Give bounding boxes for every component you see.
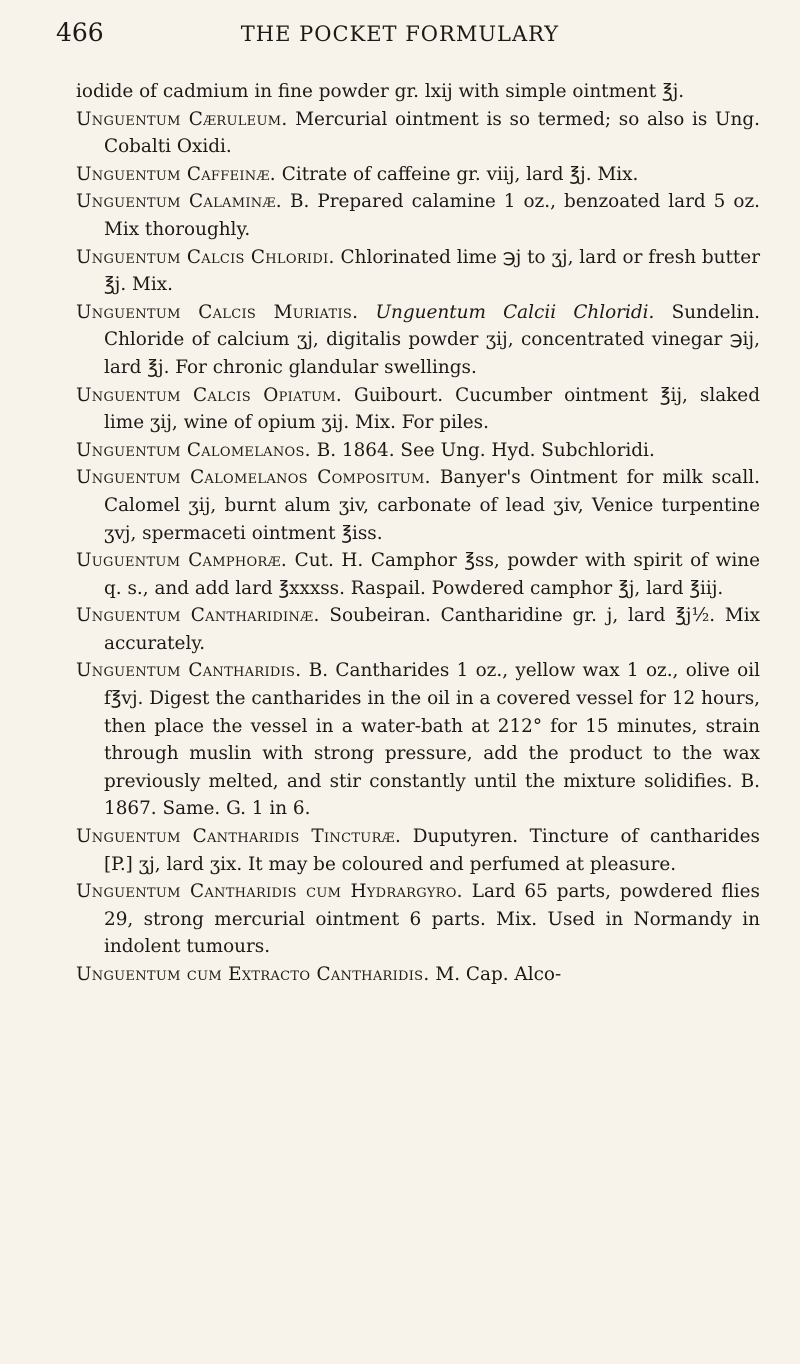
entry-heading: Uuguentum Camphoræ. — [76, 550, 288, 572]
entry-text: Cut. H. Camphor ℥ss, powder with spirit of wine q. s., and add lard ℥xxxss. Raspail. Powdered camphor ℥j, lard ℥iij. — [104, 550, 760, 599]
entry — [76, 244, 760, 299]
entry-heading: Unguentum Cantharidinæ. — [76, 605, 320, 627]
entry-text: Sundelin. Chloride of calcium ʒj, digitalis powder ʒij, concentrated vinegar ℈ij, lard ℥j. For chronic glandular swellings. — [104, 301, 760, 378]
entry-heading: Unguentum cum Extracto Cantharidis. — [76, 964, 430, 985]
entry-text: Duputyren. Tincture of cantharides [P.] ʒj, lard ʒix. It may be coloured and perfumed at pleasure. — [104, 826, 760, 875]
entry-heading: Unguentum Cantharidis Tincturæ. — [76, 826, 402, 848]
entry-heading: Unguentum Cantharidis cum Hydrargyro. — [76, 881, 463, 903]
entry-text: Chlorinated lime ℈j to ʒj, lard or fresh butter ℥j. Mix. — [104, 246, 760, 296]
entry — [76, 878, 760, 961]
entry-heading: Unguentum Calomelanos. — [76, 439, 311, 461]
entry — [76, 547, 760, 602]
entry-text: Citrate of caffeine gr. viij, lard ℥j. Mix. — [281, 163, 639, 185]
entry-heading: Unguentum Calomelanos Compositum. — [76, 467, 431, 489]
entry-heading: Unguentum Cantharidis. — [76, 660, 302, 682]
page-body — [76, 78, 760, 989]
entry-text: B. Prepared calamine 1 oz., benzoated lard 5 oz. Mix thoroughly. — [104, 191, 760, 240]
entry — [76, 161, 760, 189]
entry — [76, 437, 760, 465]
running-head: THE POCKET FORMULARY — [240, 22, 560, 46]
entry — [76, 382, 760, 437]
entry-heading: Unguentum Calcis Chloridi. — [76, 246, 335, 268]
entry-text: Soubeiran. Cantharidine gr. j, lard ℥j½. Mix accurately. — [104, 605, 760, 654]
entry-text: Lard 65 parts, powdered flies 29, strong mercurial ointment 6 parts. Mix. Used in Normandy in indolent tumours. — [104, 881, 760, 958]
entry-heading: Unguentum Calcis Opiatum. — [76, 384, 343, 406]
entry — [76, 961, 760, 989]
entry-text: Banyer's Ointment for milk scall. Calomel ʒij, burnt alum ʒiv, carbonate of lead ʒiv, Venice turpentine ʒvj, spermaceti ointment ℥iss. — [104, 467, 760, 544]
entry-text: M. Cap. Alco- — [435, 964, 562, 985]
entry-text: B. 1864. See Ung. Hyd. Subchloridi. — [316, 439, 655, 461]
page-header — [38, 14, 762, 54]
entry — [76, 464, 760, 547]
entry-heading: Unguentum Cæruleum. — [76, 108, 288, 130]
entry-heading: Unguentum Caffeinæ. — [76, 163, 276, 185]
entry-synonym: Unguentum Calcii Chloridi. — [375, 301, 655, 323]
entry-text: Mercurial ointment is so termed; so also is Ung. Cobalti Oxidi. — [104, 108, 760, 158]
entry — [76, 823, 760, 878]
entry — [76, 299, 760, 382]
entry — [76, 602, 760, 657]
entry-heading: Unguentum Calcis Muriatis. — [76, 301, 359, 323]
entry — [76, 106, 760, 161]
entry — [76, 657, 760, 823]
entry-continuation: iodide of cadmium in fine powder gr. lxij with simple ointment ℥j. — [76, 81, 685, 102]
page-number: 466 — [56, 18, 104, 47]
entry — [76, 188, 760, 243]
entry-text: B. Cantharides 1 oz., yellow wax 1 oz., olive oil f℥vj. Digest the cantharides in the oil in a covered vessel for 12 hours, then place the vessel in a water-bath at 212° for 15 minutes, strain through muslin with strong pressure, add the product to the wax previously melted, and stir constantly until the mixture solidifies. B. 1867. Same. G. 1 in 6. — [104, 660, 760, 820]
entry-text: Guibourt. Cucumber ointment ℥ij, slaked lime ʒij, wine of opium ʒij. Mix. For piles. — [104, 384, 760, 434]
entry-heading: Unguentum Calaminæ. — [76, 191, 282, 213]
